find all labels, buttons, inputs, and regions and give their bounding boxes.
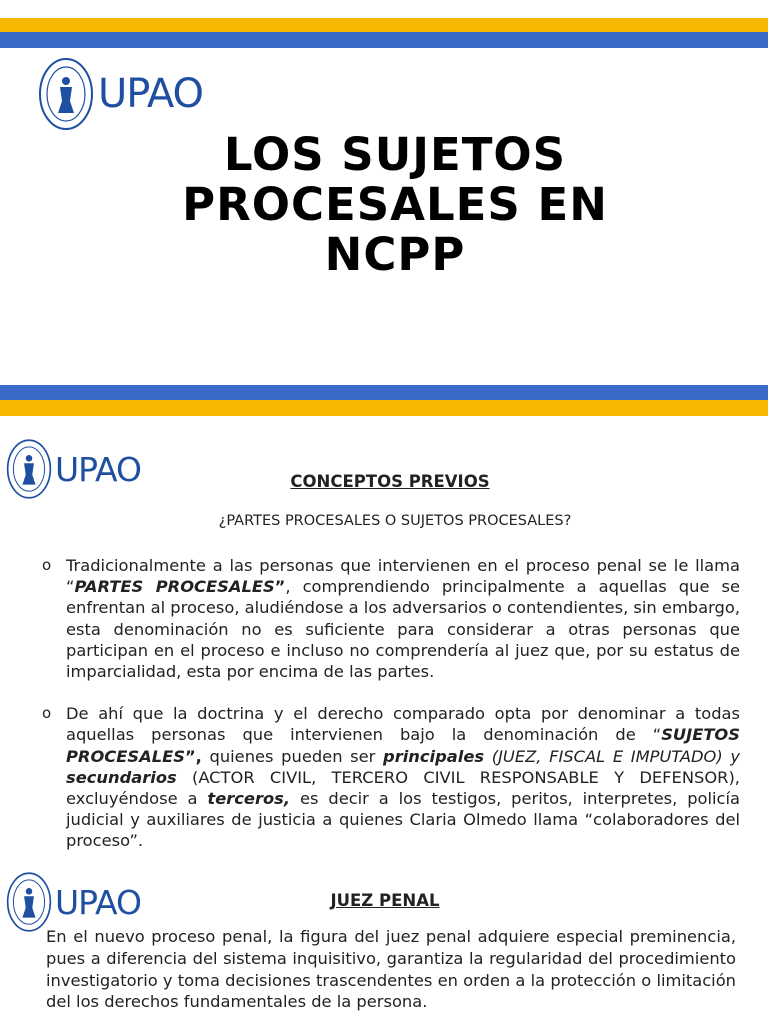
emphasis-term: PARTES PROCESALES bbox=[74, 577, 275, 597]
bullet-marker: o bbox=[42, 556, 52, 574]
bullet-text: (ACTOR CIVIL, TERCERO CIVIL RESPONSABLE Y DEFENSOR), excluyéndose a bbox=[66, 767, 740, 809]
logo-text: UPAO bbox=[98, 71, 203, 117]
bullet-text: Tradicionalmente a las personas que intervienen en el proceso penal se le llama “ bbox=[66, 556, 740, 597]
section-question: ¿PARTES PROCESALES O SUJETOS PROCESALES? bbox=[218, 513, 572, 529]
university-seal-icon bbox=[6, 870, 52, 934]
bullet-text: ” bbox=[274, 577, 286, 597]
bullet-text: De ahí que la doctrina y el derecho comparado opta por denominar a todas aquellas personas que intervienen bajo la denominación de “ bbox=[66, 704, 740, 745]
bottom-gold-stripe bbox=[0, 400, 768, 416]
bullet-marker: o bbox=[42, 704, 52, 723]
logo-text: UPAO bbox=[55, 882, 141, 922]
list-item bbox=[40, 703, 740, 851]
list-item bbox=[40, 555, 740, 682]
section-heading: JUEZ PENAL bbox=[330, 891, 440, 910]
bullet-text: , comprendiendo principalmente a aquellas que se enfrentan al proceso, aludiéndose a los adversarios o contendientes, sin embargo, esta denominación no es suficiente para considerar a otras personas que participan en el proceso e incluso no comprendería al juez que, por su estatus de imparcialidad, esta por encima de las partes. bbox=[66, 577, 740, 682]
emphasis-term: secundarios bbox=[66, 767, 177, 787]
university-seal-icon bbox=[6, 437, 52, 501]
emphasis-term: SUJETOS PROCESALES bbox=[66, 725, 740, 766]
emphasis-term: principales bbox=[383, 746, 485, 766]
bottom-blue-stripe bbox=[0, 385, 768, 400]
upao-logo bbox=[6, 437, 141, 501]
bullet-text: es decir a los testigos, peritos, interpretes, policía judicial y auxiliares de justicia a quienes Claria Olmedo llama “colaboradores del proceso”. bbox=[66, 789, 740, 851]
judge-paragraph: En el nuevo proceso penal, la figura del juez penal adquiere especial preminencia, pues a diferencia del sistema inquisitivo, garantiza la regularidad del procedimiento investigatorio y toma decisiones trascendentes en orden a la protección o limitación del los derechos fundamentales de la persona. bbox=[46, 927, 736, 1012]
section-heading: CONCEPTOS PREVIOS bbox=[290, 472, 490, 491]
top-gold-stripe bbox=[0, 18, 768, 32]
concept-list bbox=[40, 555, 740, 852]
slide-title: LOS SUJETOS PROCESALES EN NCPP bbox=[182, 128, 608, 281]
top-blue-stripe bbox=[0, 32, 768, 48]
bullet-text: quienes pueden ser bbox=[201, 746, 384, 766]
university-seal-icon bbox=[38, 57, 94, 131]
emphasis-term: terceros, bbox=[207, 789, 291, 809]
bullet-text: (JUEZ, FISCAL E IMPUTADO) y bbox=[484, 746, 740, 766]
upao-logo bbox=[38, 57, 203, 131]
bullet-text: ”, bbox=[184, 746, 202, 766]
upao-logo bbox=[6, 870, 141, 934]
logo-text: UPAO bbox=[55, 449, 141, 489]
